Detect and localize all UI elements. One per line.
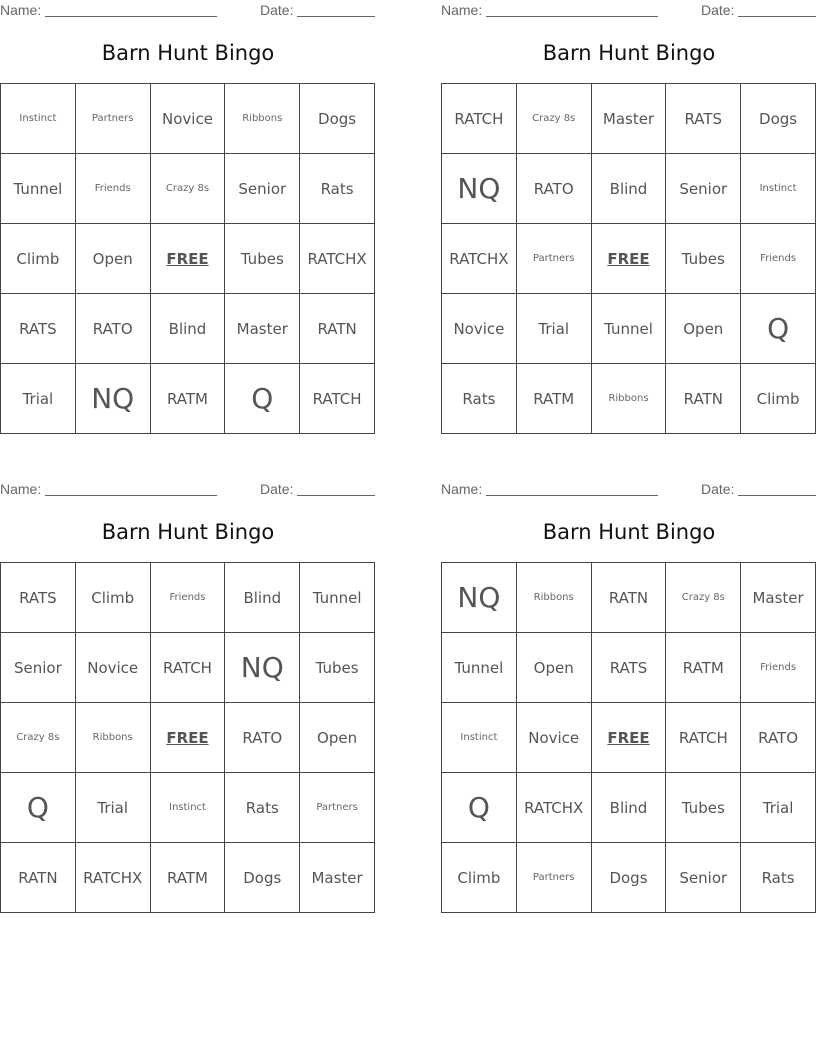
bingo-cell: Friends	[741, 224, 816, 294]
bingo-cell: RATCHX	[300, 224, 375, 294]
bingo-cell: Ribbons	[517, 563, 592, 633]
bingo-cell: Open	[666, 294, 741, 364]
bingo-cell: Q	[442, 773, 517, 843]
bingo-cell: Open	[300, 703, 375, 773]
bingo-cell: NQ	[442, 563, 517, 633]
bingo-cell: Tunnel	[300, 563, 375, 633]
name-label: Name:	[0, 2, 42, 18]
free-space-cell: FREE	[151, 703, 226, 773]
bingo-cell: Dogs	[741, 84, 816, 154]
bingo-cell: Senior	[1, 633, 76, 703]
bingo-cell: Climb	[741, 364, 816, 434]
bingo-cell: Ribbons	[225, 84, 300, 154]
card-title: Barn Hunt Bingo	[542, 41, 716, 65]
date-blank-line	[297, 495, 375, 496]
bingo-cell: RATM	[151, 843, 226, 913]
name-blank-line	[45, 495, 217, 496]
bingo-cell: RATS	[592, 633, 667, 703]
card-header	[441, 479, 816, 499]
bingo-cell: RATN	[666, 364, 741, 434]
bingo-cell: Ribbons	[76, 703, 151, 773]
bingo-cell: Climb	[76, 563, 151, 633]
bingo-cell: Senior	[666, 843, 741, 913]
bingo-cell: Trial	[76, 773, 151, 843]
bingo-cell: Rats	[741, 843, 816, 913]
bingo-cell: Master	[592, 84, 667, 154]
bingo-cell: Blind	[225, 563, 300, 633]
bingo-cell: Novice	[151, 84, 226, 154]
bingo-cell: RATM	[666, 633, 741, 703]
date-blank-line	[297, 16, 375, 17]
bingo-cell: RATCHX	[76, 843, 151, 913]
bingo-cell: RATCHX	[517, 773, 592, 843]
bingo-cell: Crazy 8s	[151, 154, 226, 224]
bingo-cell: Partners	[517, 224, 592, 294]
date-label: Date:	[260, 481, 294, 497]
bingo-cell: Partners	[517, 843, 592, 913]
bingo-cell: RATN	[592, 563, 667, 633]
bingo-cell: Tunnel	[592, 294, 667, 364]
bingo-cell: RATO	[517, 154, 592, 224]
bingo-cell: Rats	[300, 154, 375, 224]
bingo-cell: RATCH	[442, 84, 517, 154]
free-space-cell: FREE	[592, 703, 667, 773]
bingo-cell: Friends	[151, 563, 226, 633]
bingo-cell: RATCH	[666, 703, 741, 773]
bingo-cell: Master	[741, 563, 816, 633]
card-title: Barn Hunt Bingo	[101, 520, 275, 544]
bingo-cell: Senior	[225, 154, 300, 224]
date-label: Date:	[701, 481, 735, 497]
bingo-cell: Crazy 8s	[517, 84, 592, 154]
bingo-cell: Friends	[76, 154, 151, 224]
bingo-cell: Master	[300, 843, 375, 913]
bingo-cell: Dogs	[225, 843, 300, 913]
bingo-cell: Dogs	[300, 84, 375, 154]
bingo-cell: RATO	[76, 294, 151, 364]
bingo-grid	[441, 562, 816, 913]
card-header	[441, 0, 816, 20]
bingo-cell: RATCH	[300, 364, 375, 434]
bingo-cell: Climb	[442, 843, 517, 913]
bingo-cell: Q	[741, 294, 816, 364]
name-blank-line	[486, 495, 658, 496]
bingo-cell: Rats	[442, 364, 517, 434]
card-header	[0, 479, 376, 499]
bingo-cell: Q	[225, 364, 300, 434]
bingo-cell: Tunnel	[1, 154, 76, 224]
bingo-cell: Crazy 8s	[1, 703, 76, 773]
bingo-cell: RATM	[151, 364, 226, 434]
bingo-cell: Partners	[300, 773, 375, 843]
bingo-cell: Dogs	[592, 843, 667, 913]
bingo-cell: Tubes	[666, 224, 741, 294]
bingo-cell: RATCH	[151, 633, 226, 703]
bingo-grid	[0, 562, 375, 913]
bingo-cell: Instinct	[1, 84, 76, 154]
bingo-cell: Climb	[1, 224, 76, 294]
bingo-cell: Novice	[76, 633, 151, 703]
date-label: Date:	[260, 2, 294, 18]
bingo-cell: RATO	[741, 703, 816, 773]
name-label: Name:	[441, 2, 483, 18]
bingo-cell: RATS	[1, 294, 76, 364]
bingo-cell: Blind	[592, 154, 667, 224]
bingo-cell: NQ	[76, 364, 151, 434]
bingo-cell: Open	[76, 224, 151, 294]
bingo-cell: Rats	[225, 773, 300, 843]
bingo-cell: Master	[225, 294, 300, 364]
bingo-cell: Ribbons	[592, 364, 667, 434]
free-space-cell: FREE	[592, 224, 667, 294]
bingo-cell: RATS	[1, 563, 76, 633]
name-label: Name:	[441, 481, 483, 497]
bingo-cell: Crazy 8s	[666, 563, 741, 633]
bingo-cell: Q	[1, 773, 76, 843]
bingo-cell: RATN	[300, 294, 375, 364]
bingo-cell: RATO	[225, 703, 300, 773]
date-blank-line	[738, 16, 816, 17]
bingo-cell: NQ	[442, 154, 517, 224]
bingo-cell: Tubes	[225, 224, 300, 294]
bingo-cell: Partners	[76, 84, 151, 154]
date-label: Date:	[701, 2, 735, 18]
bingo-cell: RATCHX	[442, 224, 517, 294]
card-header	[0, 0, 376, 20]
date-blank-line	[738, 495, 816, 496]
bingo-grid	[0, 83, 375, 434]
bingo-cell: Blind	[592, 773, 667, 843]
card-title: Barn Hunt Bingo	[542, 520, 716, 544]
bingo-cell: Open	[517, 633, 592, 703]
bingo-cell: Instinct	[151, 773, 226, 843]
bingo-cell: Trial	[741, 773, 816, 843]
bingo-cell: Trial	[517, 294, 592, 364]
name-blank-line	[486, 16, 658, 17]
bingo-cell: Instinct	[741, 154, 816, 224]
bingo-cell: Tubes	[666, 773, 741, 843]
bingo-cell: Tubes	[300, 633, 375, 703]
bingo-cell: RATN	[1, 843, 76, 913]
name-label: Name:	[0, 481, 42, 497]
bingo-cell: Blind	[151, 294, 226, 364]
bingo-cell: Friends	[741, 633, 816, 703]
bingo-cell: Senior	[666, 154, 741, 224]
bingo-grid	[441, 83, 816, 434]
free-space-cell: FREE	[151, 224, 226, 294]
bingo-cell: Instinct	[442, 703, 517, 773]
bingo-cell: Novice	[517, 703, 592, 773]
card-title: Barn Hunt Bingo	[101, 41, 275, 65]
name-blank-line	[45, 16, 217, 17]
bingo-cell: NQ	[225, 633, 300, 703]
bingo-cell: Novice	[442, 294, 517, 364]
bingo-cell: Tunnel	[442, 633, 517, 703]
bingo-cell: Trial	[1, 364, 76, 434]
bingo-cell: RATS	[666, 84, 741, 154]
bingo-cell: RATM	[517, 364, 592, 434]
